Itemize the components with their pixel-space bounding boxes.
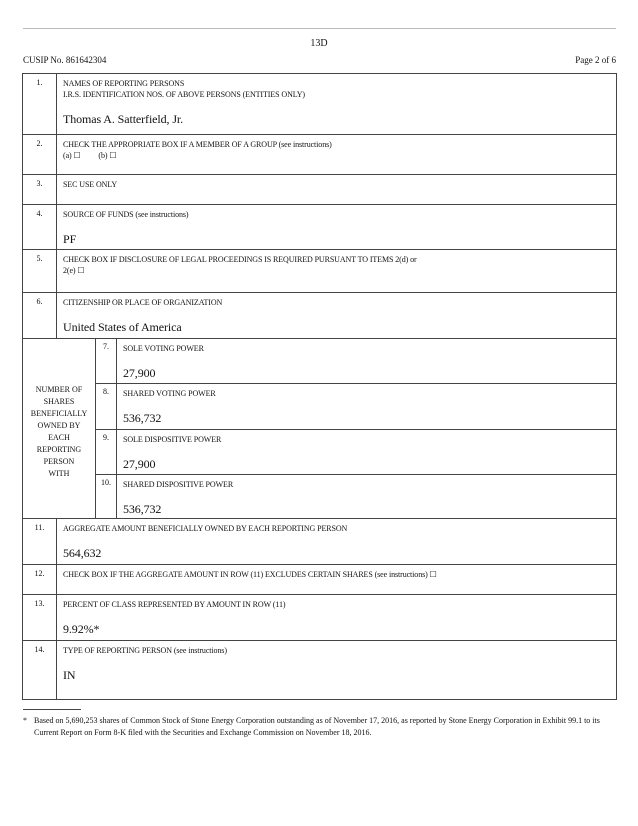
shared-dispositive-power-value: 536,732 [123,502,162,516]
reporting-person-name: Thomas A. Satterfield, Jr. [63,112,184,126]
option-a-checkbox[interactable]: ☐ [73,151,81,160]
row-number: 7. [96,339,117,384]
row-percent-of-class [23,595,617,641]
row-sole-voting-power [23,339,617,384]
excludes-shares-checkbox[interactable]: ☐ [429,570,437,579]
sole-voting-power-value: 27,900 [123,366,156,380]
footnote-text: Based on 5,690,253 shares of Common Stock of Stone Energy Corporation outstanding as of November 17, 2016, as reported by Stone Energy Corporation in Exhibit 99.1 to its Current Report on Form 8-K filed with the Securities and Exchange Commission on November 18, 2016. [34,716,600,737]
row-citizenship [23,293,617,339]
cusip-number: CUSIP No. 861642304 [23,55,107,65]
row-label: SOLE DISPOSITIVE POWER [123,435,222,444]
row-source-of-funds [23,205,617,250]
footnote-rule [23,709,81,710]
shared-voting-power-value: 536,732 [123,411,162,425]
row-number: 5. [23,250,57,293]
row-number: 2. [23,135,57,175]
row-group-member-check [23,135,617,175]
row-label: TYPE OF REPORTING PERSON (see instructions) [63,646,227,655]
row-number: 3. [23,175,57,205]
row-label: CHECK THE APPROPRIATE BOX IF A MEMBER OF A GROUP (see instructions) [63,140,332,149]
row-sec-use-only [23,175,617,205]
reporting-person-type-value: IN [63,668,76,682]
row-aggregate-amount [23,519,617,565]
citizenship-value: United States of America [63,320,182,334]
row-number: 6. [23,293,57,339]
row-sole-dispositive-power [23,430,617,475]
row-label: NAMES OF REPORTING PERSONS [63,79,185,88]
aggregate-amount-value: 564,632 [63,546,102,560]
page-number: Page 2 of 6 [575,55,616,65]
row-label: AGGREGATE AMOUNT BENEFICIALLY OWNED BY EACH REPORTING PERSON [63,524,348,533]
row-label: CHECK BOX IF THE AGGREGATE AMOUNT IN ROW (11) EXCLUDES CERTAIN SHARES (see instructions) [63,570,428,579]
row-label: SHARED VOTING POWER [123,389,216,398]
percent-of-class-value: 9.92%* [63,622,100,636]
row-label-cont: 2(e) [63,266,76,275]
row-number: 9. [96,430,117,475]
row-number: 8. [96,384,117,430]
doc-title: 13D [310,38,328,49]
footnote [23,715,618,738]
row-names-of-reporting-persons [23,74,617,135]
option-b-checkbox[interactable]: ☐ [109,151,117,160]
row-excludes-certain-shares [23,565,617,595]
row-number: 13. [23,595,57,641]
row-shared-dispositive-power [23,475,617,519]
shares-block-label: NUMBER OF SHARES BENEFICIALLY OWNED BY EACH REPORTING PERSON WITH [23,339,96,519]
row-number: 14. [23,641,57,700]
cover-page-table [22,73,617,700]
footnote-marker: * [23,716,27,725]
legal-proceedings-checkbox[interactable]: ☐ [77,266,85,275]
row-number: 4. [23,205,57,250]
row-legal-proceedings-check [23,250,617,293]
top-rule [23,28,616,29]
row-label: SOLE VOTING POWER [123,344,204,353]
row-label: CHECK BOX IF DISCLOSURE OF LEGAL PROCEEDINGS IS REQUIRED PURSUANT TO ITEMS 2(d) or [63,255,417,264]
row-label: PERCENT OF CLASS REPRESENTED BY AMOUNT IN ROW (11) [63,600,286,609]
row-sublabel: I.R.S. IDENTIFICATION NOS. OF ABOVE PERSONS (ENTITIES ONLY) [63,90,305,99]
row-number: 12. [23,565,57,595]
option-b-label: (b) [98,151,108,160]
sole-dispositive-power-value: 27,900 [123,457,156,471]
row-type-of-reporting-person [23,641,617,700]
row-label: SOURCE OF FUNDS (see instructions) [63,210,189,219]
row-number: 11. [23,519,57,565]
source-of-funds-value: PF [63,232,77,246]
row-label: SEC USE ONLY [63,180,118,189]
row-number: 10. [96,475,117,519]
row-label: SHARED DISPOSITIVE POWER [123,480,234,489]
row-shared-voting-power [23,384,617,430]
option-a-label: (a) [63,151,72,160]
row-label: CITIZENSHIP OR PLACE OF ORGANIZATION [63,298,223,307]
row-number: 1. [23,74,57,135]
